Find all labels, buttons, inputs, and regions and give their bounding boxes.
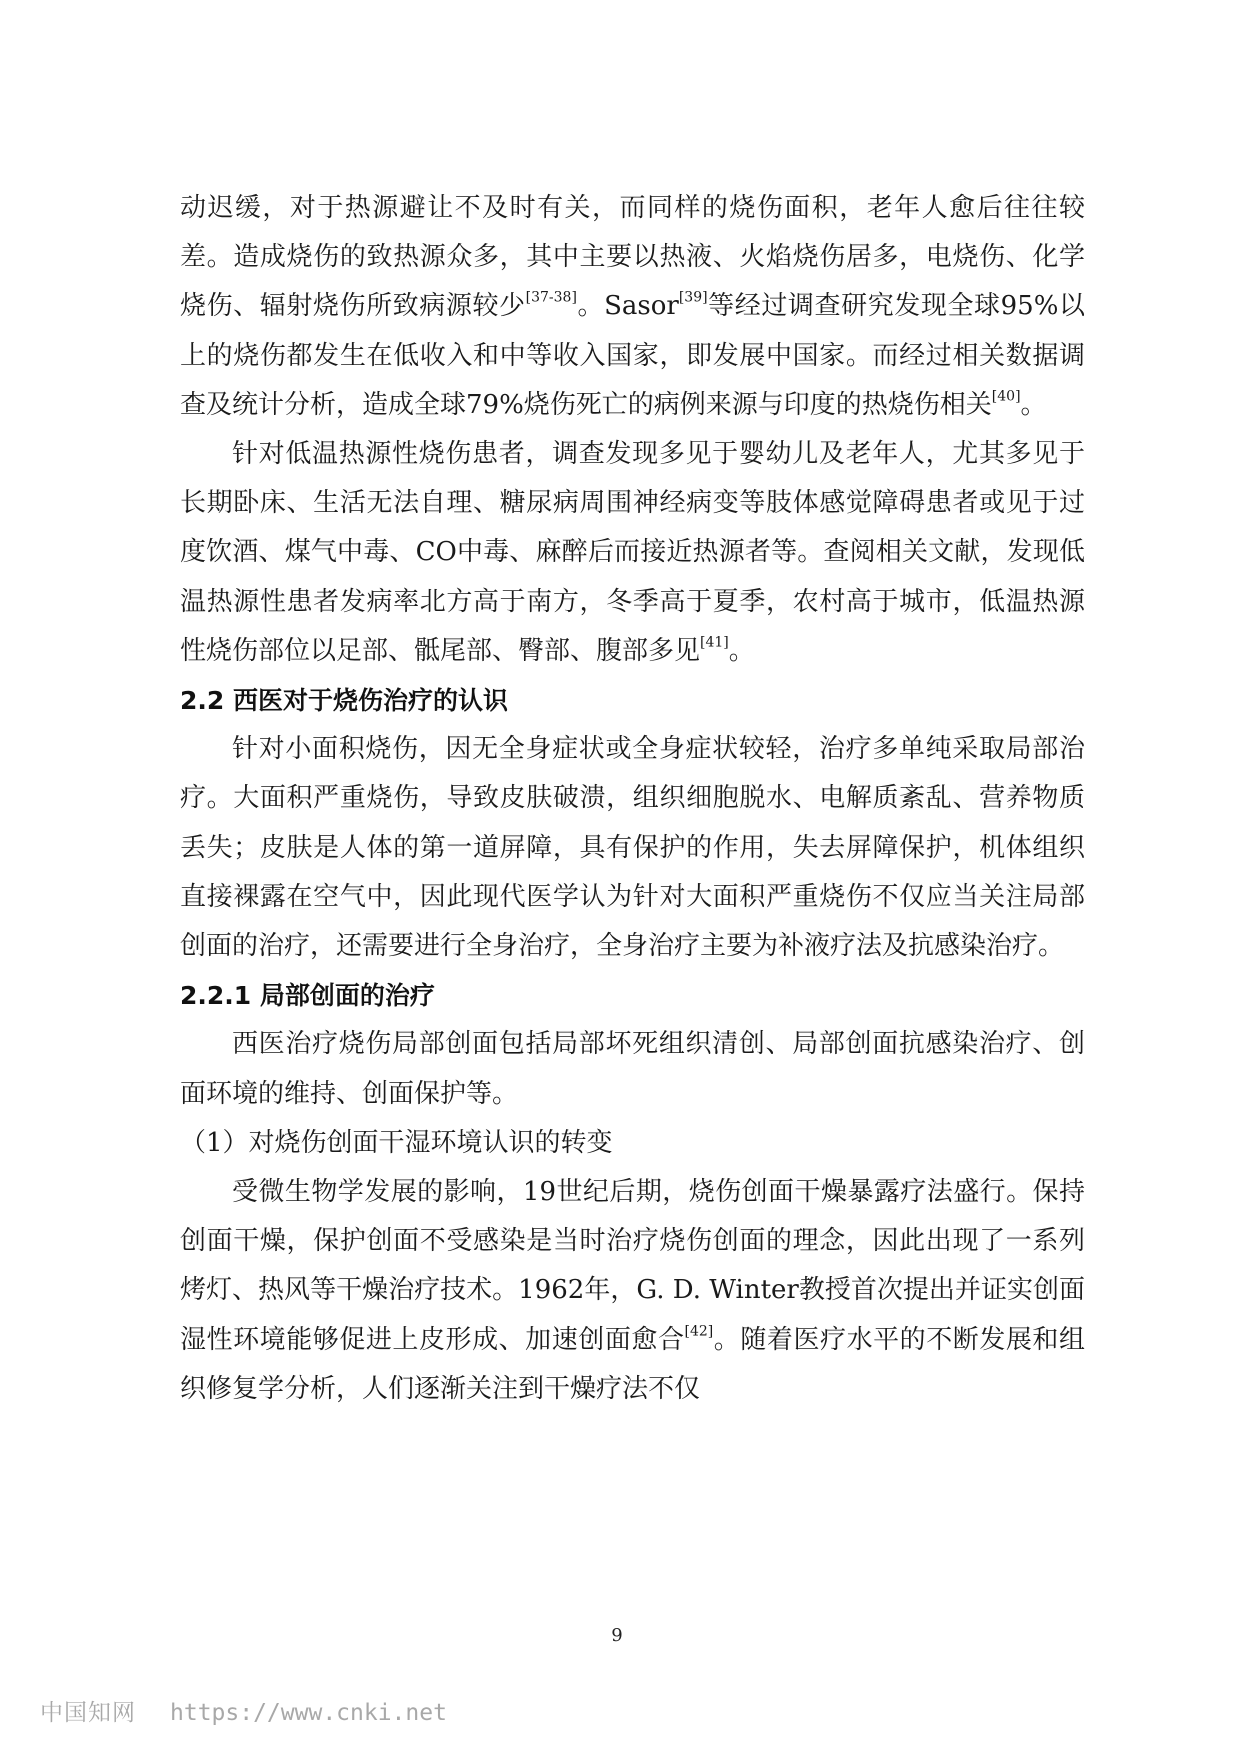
watermark-logo-text: 中国知网 — [40, 1700, 136, 1726]
section-heading-2-2: 2.2 西医对于烧伤治疗的认识 — [180, 686, 508, 716]
watermark-url: https://www.cnki.net — [170, 1700, 447, 1726]
citation-ref: [41] — [700, 634, 729, 651]
citation-ref: [40] — [991, 388, 1021, 405]
citation-ref: [37-38] — [525, 289, 577, 306]
paragraph-burn-sources — [180, 184, 1085, 430]
paragraph-moist-environment — [180, 1168, 1085, 1414]
paragraph-low-temperature-burns — [180, 430, 1085, 676]
section-heading-2-2-1: 2.2.1 局部创面的治疗 — [180, 981, 435, 1011]
list-item-1: （1）对烧伤创面干湿环境认识的转变 — [180, 1127, 613, 1158]
paragraph-treatment-overview: 针对小面积烧伤，因无全身症状或全身症状较轻，治疗多单纯采取局部治疗。大面积严重烧伤，导致皮肤破溃，组织细胞脱水、电解质紊乱、营养物质丢失；皮肤是人体的第一道屏障，具有保护的作用，失去屏障保护，机体组织直接裸露在空气中，因此现代医学认为针对大面积严重烧伤不仅应当关注局部创面的治疗，还需要进行全身治疗，全身治疗主要为补液疗法及抗感染治疗。 — [180, 734, 1085, 962]
paragraph-text: 。 — [1020, 389, 1047, 420]
citation-ref: [39] — [678, 289, 708, 306]
page-content — [180, 184, 1085, 1414]
paragraph-text: 针对低温热源性烧伤患者，调查发现多见于婴幼儿及老年人，尤其多见于长期卧床、生活无法自理、糖尿病周围神经病变等肢体感觉障碍患者或见于过度饮酒、煤气中毒、CO中毒、麻醉后而接近热源者等。查阅相关文献，发现低温热源性患者发病率北方高于南方，冬季高于夏季，农村高于城市，低温热源性烧伤部位以足部、骶尾部、臀部、腹部多见 — [180, 439, 1085, 666]
paragraph-text: 受微生物学发展的影响，19世纪后期，烧伤创面干燥暴露疗法盛行。保持创面干燥，保护创面不受感染是当时治疗烧伤创面的理念，因此出现了一系列烤灯、热风等干燥治疗技术。1962年，G. D. Winter教授首次提出并证实创面湿性环境能够促进上皮形成、加速创面愈合 — [180, 1177, 1085, 1355]
citation-ref: [42] — [684, 1323, 714, 1340]
cnki-watermark — [40, 1694, 447, 1727]
page-number: 9 — [611, 1625, 623, 1646]
paragraph-text: 。 — [728, 635, 755, 666]
paragraph-local-wound-treatment: 西医治疗烧伤局部创面包括局部坏死组织清创、局部创面抗感染治疗、创面环境的维持、创面保护等。 — [180, 1029, 1085, 1109]
paragraph-text: 。Sasor — [576, 291, 679, 322]
paragraph-text: 。随着医疗水平的不断发展和组织修复学分析，人们逐渐关注到干燥疗法不仅 — [180, 1324, 1085, 1404]
paragraph-text: 等经过调查研究发现全球95%以上的烧伤都发生在低收入和中等收入国家，即发展中国家。而经过相关数据调查及统计分析，造成全球79%烧伤死亡的病例来源与印度的热烧伤相关 — [180, 291, 1085, 420]
paragraph-text: 动迟缓，对于热源避让不及时有关，而同样的烧伤面积，老年人愈后往往较差。造成烧伤的致热源众多，其中主要以热液、火焰烧伤居多，电烧伤、化学烧伤、辐射烧伤所致病源较少 — [180, 193, 1085, 322]
